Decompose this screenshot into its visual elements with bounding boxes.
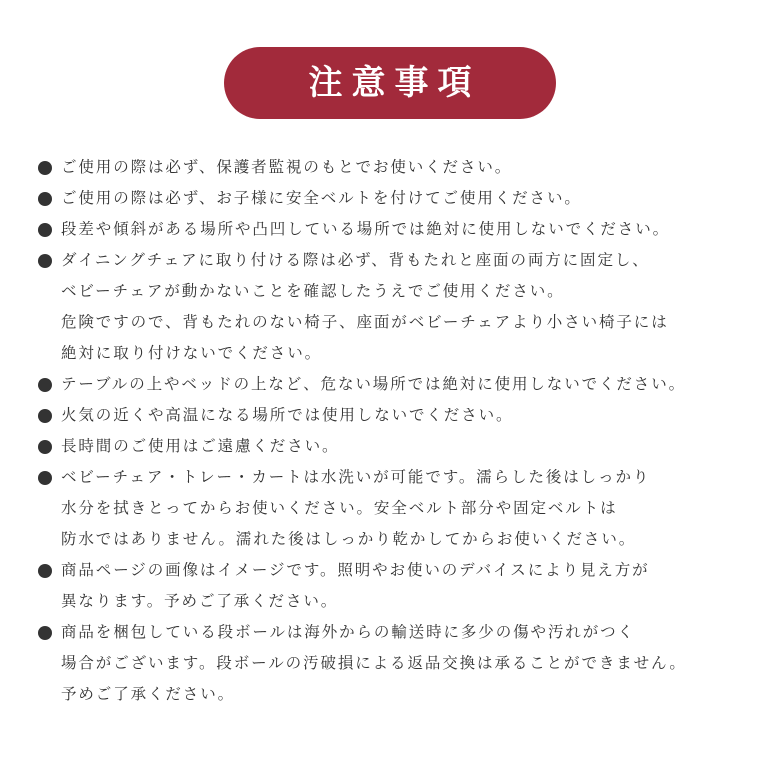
bullet-icon (38, 440, 52, 454)
bullet-icon (38, 192, 52, 206)
list-item (38, 214, 758, 245)
note-text: 商品ページの画像はイメージです。照明やお使いのデバイスにより見え方が (61, 561, 650, 579)
bullet-icon (38, 161, 52, 175)
note-text-continued: 異なります。予めご了承ください。 (61, 592, 339, 610)
list-item (38, 462, 758, 555)
list-item (38, 555, 758, 617)
note-text-continued: 予めご了承ください。 (61, 685, 236, 703)
note-text: 商品を梱包している段ボールは海外からの輸送時に多少の傷や汚れがつく (61, 623, 635, 641)
note-text-continued: 危険ですので、背もたれのない椅子、座面がベビーチェアより小さい椅子には (61, 313, 669, 331)
note-text-continued: 場合がございます。段ボールの汚破損による返品交換は承ることができません。 (61, 654, 687, 672)
note-text: テーブルの上やベッドの上など、危ない場所では絶対に使用しないでください。 (61, 375, 687, 393)
list-item (38, 183, 758, 214)
note-text-continued: ベビーチェアが動かないことを確認したうえでご使用ください。 (61, 282, 565, 300)
list-item (38, 152, 758, 183)
notes-list (38, 152, 758, 710)
note-text: ご使用の際は必ず、お子様に安全ベルトを付けてご使用ください。 (61, 189, 582, 207)
note-text: 長時間のご使用はご遠慮ください。 (61, 437, 340, 455)
note-text: ベビーチェア・トレー・カートは水洗いが可能です。濡らした後はしっかり (61, 468, 651, 486)
note-text: ご使用の際は必ず、保護者監視のもとでお使いください。 (61, 158, 513, 176)
bullet-icon (38, 378, 52, 392)
bullet-icon (38, 626, 52, 640)
list-item (38, 431, 758, 462)
bullet-icon (38, 564, 52, 578)
bullet-icon (38, 254, 52, 268)
note-text: 火気の近くや高温になる場所では使用しないでください。 (61, 406, 514, 424)
list-item (38, 400, 758, 431)
bullet-icon (38, 471, 52, 485)
note-text: 段差や傾斜がある場所や凸凹している場所では絶対に使用しないでください。 (61, 220, 671, 238)
bullet-icon (38, 223, 52, 237)
title-banner (224, 47, 556, 119)
note-text-continued: 絶対に取り付けないでください。 (61, 344, 323, 362)
page-title: 注意事項 (308, 63, 481, 103)
note-text: ダイニングチェアに取り付ける際は必ず、背もたれと座面の両方に固定し、 (61, 251, 650, 269)
note-text-continued: 防水ではありません。濡れた後はしっかり乾かしてからお使いください。 (61, 530, 637, 548)
list-item (38, 369, 758, 400)
list-item (38, 617, 758, 710)
note-text-continued: 水分を拭きとってからお使いください。安全ベルト部分や固定ベルトは (61, 499, 618, 517)
list-item (38, 245, 758, 369)
bullet-icon (38, 409, 52, 423)
